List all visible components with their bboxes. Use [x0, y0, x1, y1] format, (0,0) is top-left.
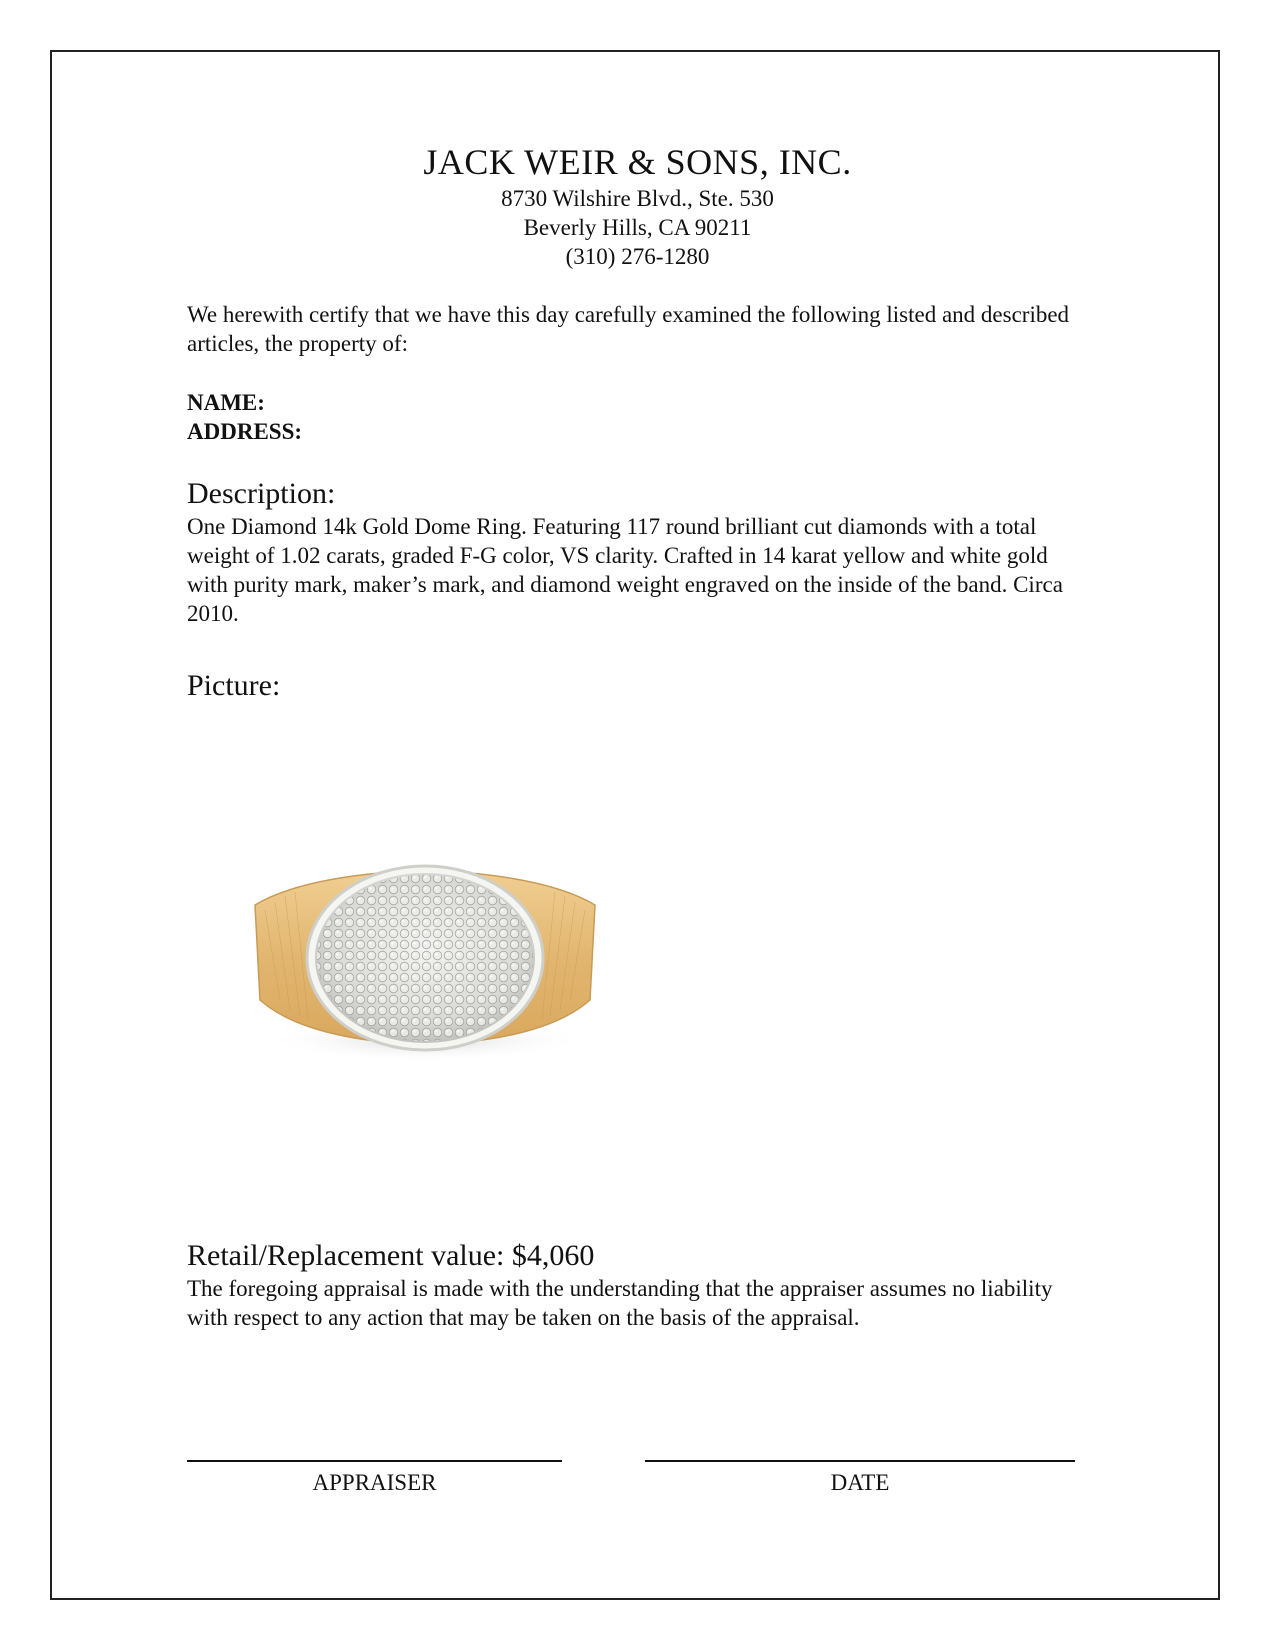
- address-line-2: Beverly Hills, CA 90211: [523, 215, 752, 240]
- description-text: One Diamond 14k Gold Dome Ring. Featuring 117 round brilliant cut diamonds with a total weight of 1.02 carats, graded F-G color, VS clarity. Crafted in 14 karat yellow and white gold with purity mark, maker’s mark, and diamond weight engraved on the inside of the band. Circa 2010.: [187, 514, 1063, 626]
- picture-heading: Picture:: [187, 669, 281, 702]
- date-signature-line: [645, 1460, 1075, 1462]
- address-label: ADDRESS:: [187, 419, 303, 444]
- name-label: NAME:: [187, 390, 265, 415]
- date-label: DATE: [830, 1470, 890, 1495]
- liability-disclaimer: The foregoing appraisal is made with the understanding that the appraiser assumes no liability with respect to any action that may be taken on the basis of the appraisal.: [187, 1276, 1053, 1330]
- picture-section: [187, 668, 1087, 704]
- description-section: [187, 476, 1087, 628]
- address-line-1: 8730 Wilshire Blvd., Ste. 530: [501, 186, 774, 211]
- company-name: JACK WEIR & SONS, INC.: [423, 142, 852, 182]
- phone-number: (310) 276-1280: [565, 244, 710, 269]
- certification-statement: We herewith certify that we have this day carefully examined the following listed and described articles, the property of:: [187, 302, 1070, 356]
- appraiser-signature-line: [187, 1460, 562, 1462]
- document-border: [50, 50, 1220, 1600]
- ring-photo: [245, 840, 615, 1080]
- value-section: [187, 1238, 1087, 1332]
- owner-fields: [187, 388, 1087, 446]
- letterhead: [0, 140, 1275, 271]
- description-heading: Description:: [187, 477, 336, 510]
- replacement-value: Retail/Replacement value: $4,060: [187, 1239, 595, 1272]
- appraiser-label: APPRAISER: [312, 1470, 437, 1495]
